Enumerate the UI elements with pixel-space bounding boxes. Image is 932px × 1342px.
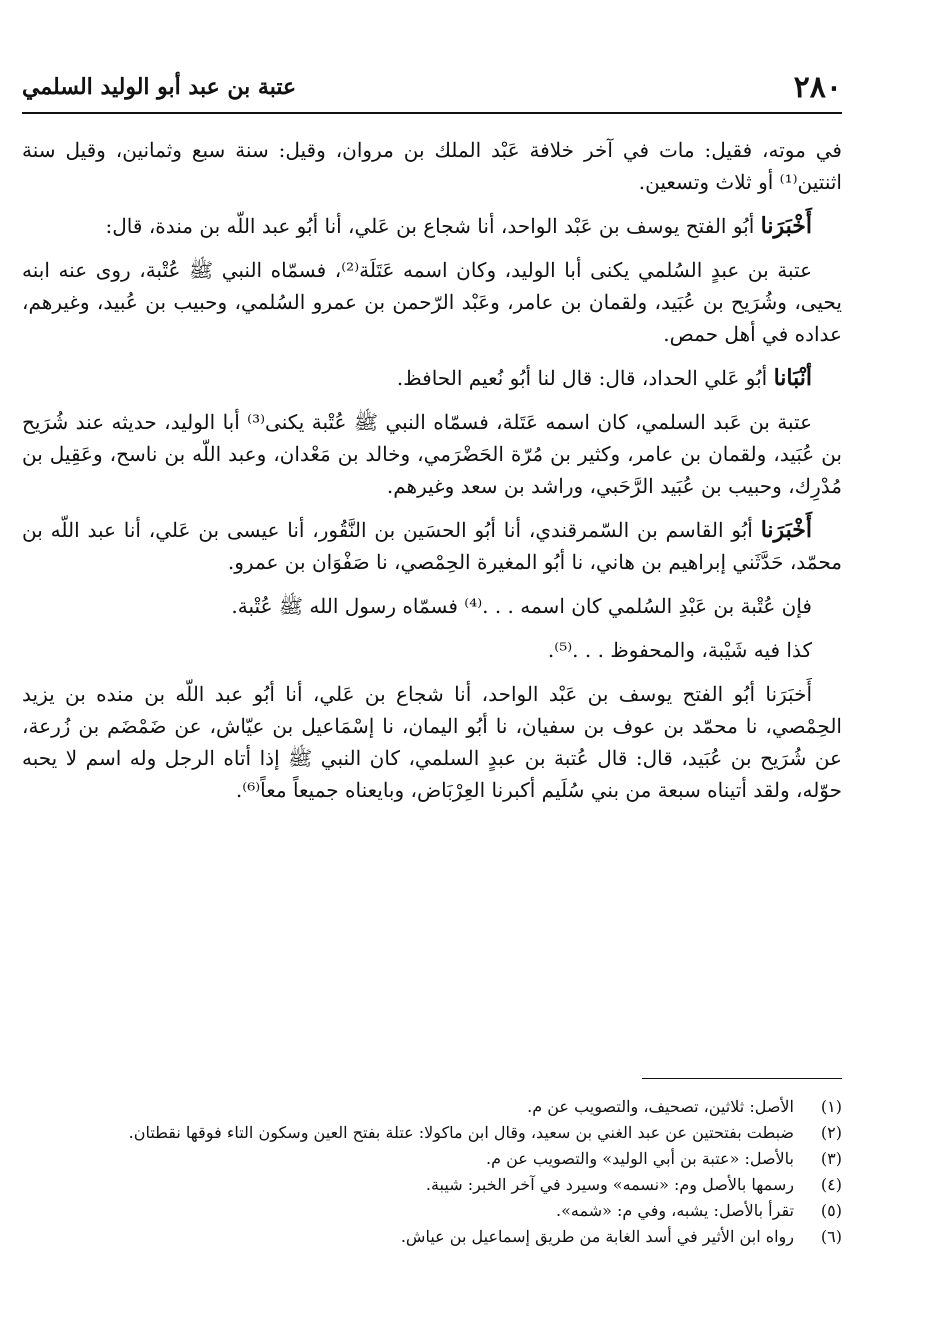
- footnote-item: [22, 1146, 842, 1172]
- paragraph: فإن عُتْبة بن عَبْدِ السُلمي كان اسمه . . .⁽⁴⁾ فسمّاه رسول الله ﷺ عُتْبة.: [231, 594, 812, 618]
- chain-text: أبُو القاسم بن السّمرقندي، أنا أبُو الحسَين بن النَّقُور، أنا عيسى بن عَلي، أنا عبد اللّه بن محمّد، حَدَّثَني إبراهيم بن هاني، نا أبُو المغيرة الحِمْصي، نا صَفْوَان بن عمرو.: [22, 518, 842, 574]
- paragraph: أَخبَرَنا أبُو الفتح يوسف بن عَبْد الواحد، أنا شجاع بن عَلي، أنا أبُو عبد اللّه بن منده بن يزيد الحِمْصي، نا محمّد بن عوف بن سفيان، نا أبُو اليمان، نا إسْمَاعيل بن عيّاش، عن ضَمْضَم بن زُرعة، عن شُرَيح بن عُبَيد، قال: قال عُتبة بن عبدٍ السلمي، كان النبي ﷺ إذا أتاه الرجل وله اسم لا يحبه حوّله، ولقد أتيناه سبعة من بني سُلَيم أكبرنا العِرْبَاض، وبايعناه جميعاً معاً⁽⁶⁾.: [22, 682, 842, 802]
- footnote-number: (٤): [820, 1175, 842, 1194]
- chain-text: أبُو عَلي الحداد، قال: قال لنا أبُو نُعيم الحافظ.: [396, 366, 768, 390]
- footnote-item: [22, 1172, 842, 1198]
- paragraph: عتبة بن عبدٍ السُلمي يكنى أبا الوليد، وكان اسمه عَتَلَة⁽²⁾، فسمّاه النبي ﷺ عُتْبة، روى عنه ابنه يحيى، وشُرَيح بن عُبَيد، ولقمان بن عامر، وعَبْد الرّحمن بن عمرو السُلمي، وحبيب بن عُبيد، وغيرهم، عداده في أهل حمص.: [22, 258, 842, 346]
- footnote-text: ضبطت بفتحتين عن عبد الغني بن سعيد، وقال ابن ماكولا: عتلة بفتح العين وسكون التاء فوقها نقطتان.: [128, 1123, 794, 1142]
- main-text: [22, 134, 842, 818]
- footnote-number: (٣): [820, 1149, 842, 1168]
- page-header: [22, 64, 842, 114]
- footnote-text: رواه ابن الأثير في أسد الغابة من طريق إسماعيل بن عياش.: [400, 1227, 794, 1246]
- footnote-text: الأصل: ثلاثين، تصحيف، والتصويب عن م.: [527, 1097, 794, 1116]
- running-title: عتبة بن عبد أبو الوليد السلمي: [22, 74, 297, 100]
- footnote-item: [22, 1198, 842, 1224]
- footnote-item: [22, 1224, 842, 1250]
- footnote-item: [22, 1094, 842, 1120]
- footnote-item: [22, 1120, 842, 1146]
- footnote-text: بالأصل: «عتبة بن أبي الوليد» والتصويب عن م.: [486, 1149, 794, 1168]
- paragraph: [22, 362, 842, 394]
- chain-lead: أَخْبَرَنا: [760, 213, 812, 239]
- chain-lead: أَخْبَرَنا: [760, 517, 813, 543]
- footnote-text: تقرأ بالأصل: يشبه، وفي م: «شمه».: [556, 1201, 794, 1220]
- footnote-text: رسمها بالأصل وم: «نسمه» وسيرد في آخر الخبر: شيبة.: [425, 1175, 794, 1194]
- footnote-number: (٢): [820, 1123, 842, 1142]
- paragraph: [22, 514, 842, 578]
- paragraph: عتبة بن عَبد السلمي، كان اسمه عَتَلة، فسمّاه النبي ﷺ عُتْبة يكنى⁽³⁾ أبا الوليد، حديثه عند شُرَيح بن عُبَيد، ولقمان بن عامر، وكثير بن مُرّة الحَضْرَمي، وخالد بن مَعْدان، وعبد اللّه بن ناسح، وعَقِيل بن مُدْرِك، وحبيب بن عُبَيد الرَّحَبي، وراشد بن سعد وغيرهم.: [22, 410, 842, 498]
- chain-text: أبُو الفتح يوسف بن عَبْد الواحد، أنا شجاع بن عَلي، أنا أبُو عبد اللّه بن مندة، قال:: [105, 214, 755, 238]
- chain-lead: أنْبَانا: [773, 365, 812, 391]
- footnote-number: (٦): [820, 1227, 842, 1246]
- footnote-number: (١): [820, 1097, 842, 1116]
- footnotes: [22, 1094, 842, 1250]
- paragraph: كذا فيه شَيْبة، والمحفوظ . . .⁽⁵⁾.: [547, 638, 812, 662]
- paragraph: في موته، فقيل: مات في آخر خلافة عَبْد الملك بن مروان، وقيل: سنة سبع وثمانين، وقيل سنة اثنتين⁽¹⁾ أو ثلاث وتسعين.: [22, 138, 842, 194]
- footnote-number: (٥): [820, 1201, 842, 1220]
- paragraph: [22, 210, 842, 242]
- footnote-divider: [642, 1078, 842, 1079]
- page-number: ٢٨٠: [793, 70, 842, 105]
